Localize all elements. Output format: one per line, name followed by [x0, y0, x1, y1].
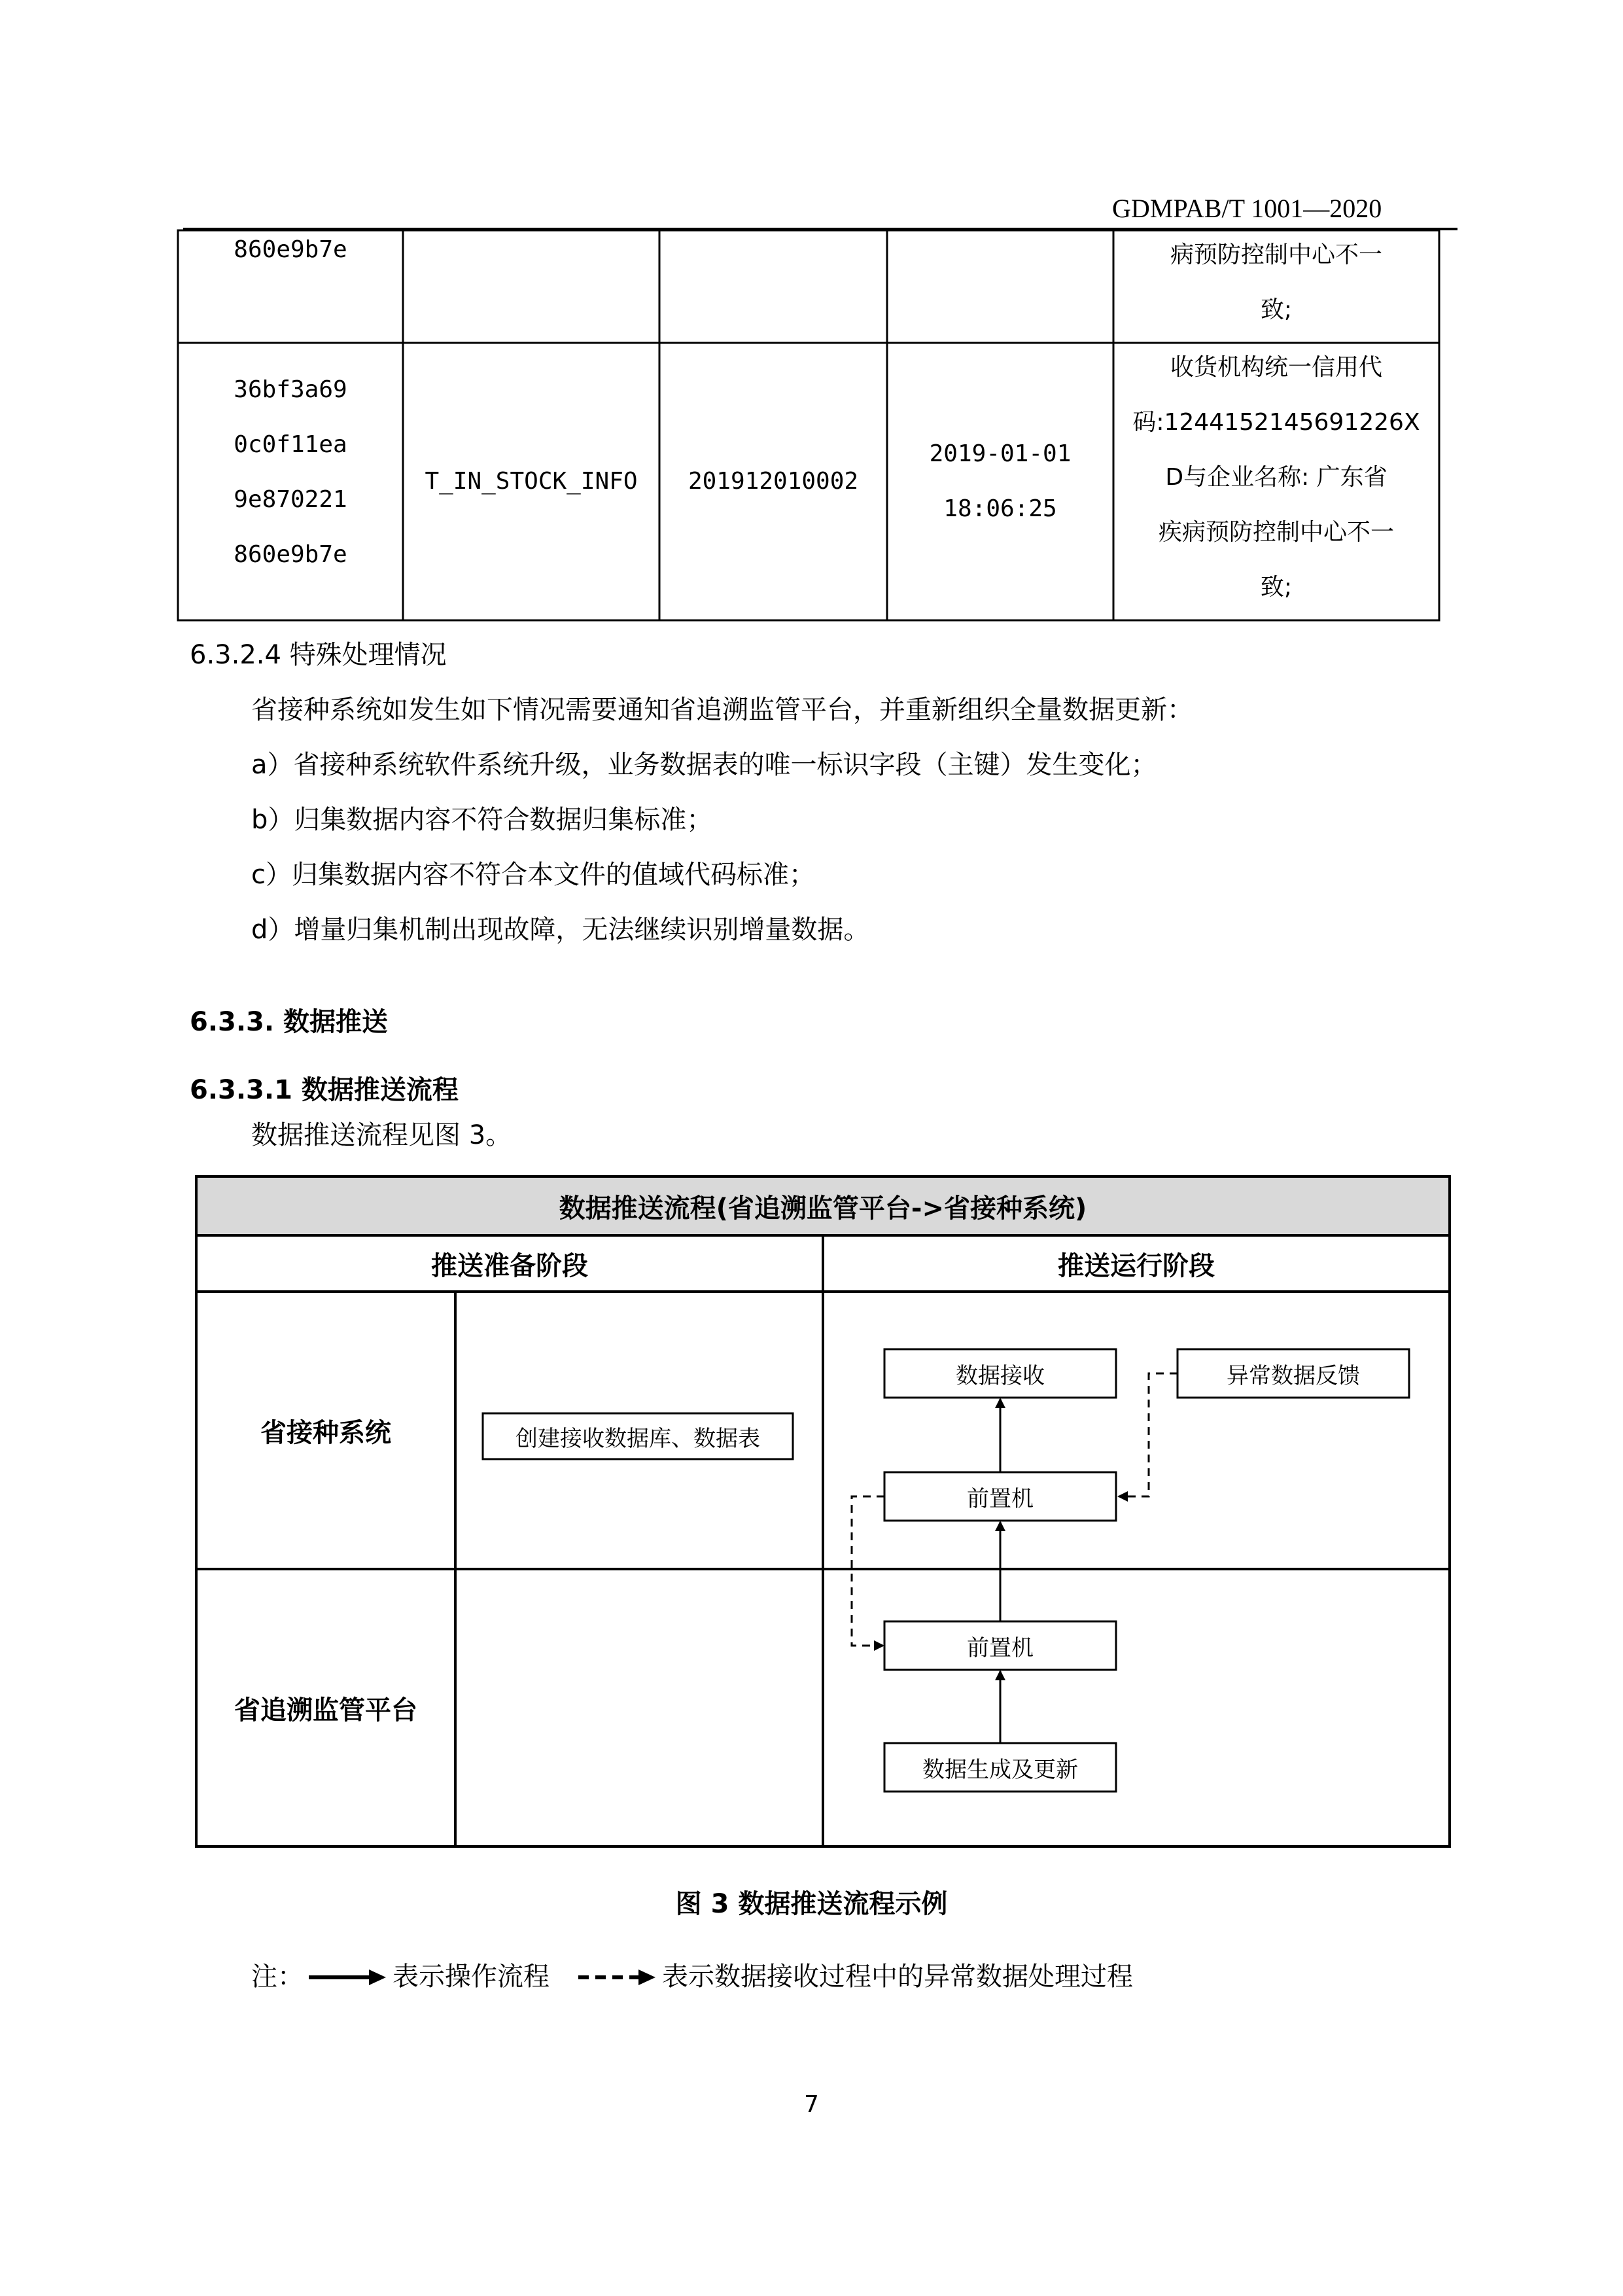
- table-cell-text: 36bf3a69: [234, 376, 347, 403]
- dashed-feedback-to-frontend: [1119, 1373, 1178, 1496]
- note-solid-desc: 表示操作流程: [393, 1962, 550, 1992]
- section-intro: 省接种系统如发生如下情况需要通知省追溯监管平台，并重新组织全量数据更新：: [251, 695, 1193, 725]
- solid-arrow-icon: [306, 1966, 387, 1989]
- table-cell-text: 18:06:25: [943, 495, 1057, 522]
- standard-code: GDMPAB/T 1001—2020: [1112, 194, 1382, 223]
- table-cell-text: 201912010002: [688, 468, 859, 495]
- section-heading-6324: 6.3.2.4 特殊处理情况: [190, 640, 447, 670]
- page-number: 7: [804, 2091, 819, 2118]
- box-feedback-label: 异常数据反馈: [1227, 1362, 1360, 1389]
- box-frontend-top-label: 前置机: [967, 1485, 1034, 1512]
- dashed-frontend-to-frontend: [852, 1496, 884, 1646]
- table-cell-text: 收货机构统一信用代: [1170, 354, 1382, 381]
- table-cell-text: D与企业名称: 广东省: [1165, 464, 1387, 491]
- lane-label-top: 省接种系统: [260, 1417, 391, 1448]
- section-intro: 数据推送流程见图 3。: [251, 1120, 512, 1150]
- diagram-title: 数据推送流程(省追溯监管平台->省接种系统): [559, 1193, 1087, 1224]
- box-frontend-bottom-label: 前置机: [967, 1634, 1034, 1661]
- figure-caption: 图 3 数据推送流程示例: [675, 1889, 948, 1919]
- list-item: c）归集数据内容不符合本文件的值域代码标准；: [251, 860, 815, 890]
- table-cell-text: 疾病预防控制中心不一: [1158, 519, 1394, 546]
- lane-label-bottom: 省追溯监管平台: [234, 1695, 417, 1725]
- table-cell-text: 860e9b7e: [234, 541, 347, 568]
- note-prefix: 注：: [251, 1962, 304, 1992]
- table-cell-text: 0c0f11ea: [234, 431, 347, 458]
- box-generate-label: 数据生成及更新: [922, 1756, 1078, 1783]
- box-receive-label: 数据接收: [956, 1362, 1045, 1389]
- table-cell-text: 860e9b7e: [234, 236, 347, 263]
- phase-run-label: 推送运行阶段: [1058, 1250, 1215, 1281]
- list-item: d）增量归集机制出现故障，无法继续识别增量数据。: [251, 915, 870, 945]
- table-cell-text: 2019-01-01: [929, 440, 1072, 467]
- section-heading-6331: 6.3.3.1 数据推送流程: [190, 1075, 459, 1105]
- table-cell-text: 致;: [1260, 296, 1293, 323]
- table-cell-text: 9e870221: [234, 486, 347, 513]
- table-cell-text: 码:1244152145691226X: [1132, 409, 1420, 436]
- box-create-db-label: 创建接收数据库、数据表: [515, 1425, 760, 1452]
- table-cell-text: T_IN_STOCK_INFO: [425, 468, 638, 495]
- phase-prep-label: 推送准备阶段: [431, 1250, 588, 1281]
- note-dashed-desc: 表示数据接收过程中的异常数据处理过程: [662, 1962, 1133, 1992]
- table-cell-text: 致;: [1260, 574, 1293, 601]
- list-item: a）省接种系统软件系统升级，业务数据表的唯一标识字段（主键）发生变化；: [251, 750, 1157, 780]
- list-item: b）归集数据内容不符合数据归集标准；: [251, 805, 713, 835]
- section-heading-633: 6.3.3. 数据推送: [190, 1007, 389, 1037]
- dashed-arrow-icon: [576, 1966, 657, 1989]
- table-cell-text: 病预防控制中心不一: [1170, 241, 1382, 268]
